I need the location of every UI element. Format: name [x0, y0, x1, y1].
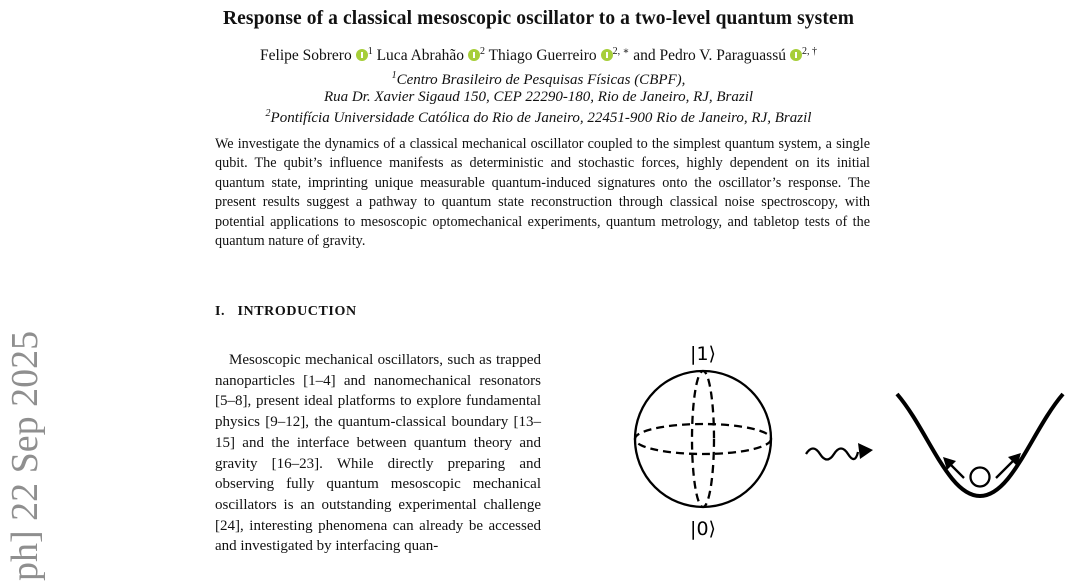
paper-title: Response of a classical mesoscopic oscillator to a two-level quantum system: [222, 8, 855, 29]
oscillator-particle: [971, 468, 990, 487]
section-heading: [215, 304, 357, 320]
body-paragraph: Mesoscopic mechanical oscillators, such as trapped nanoparticles [1–4] and nanomechanical resonators [5–8], present ideal platforms to explore fundamental physics [9–12], the quantum-classical boundary [13–15] and the interface between quantum theory and gravity [16–23]. While directly preparing and observing fully quantum mesoscopic mechanical oscillators is an outstanding experimental challenge [24], interesting phenomena can already be accessed and investigated by interfacing quan-: [215, 352, 541, 555]
bloch-sphere: [635, 371, 771, 507]
affiliation-text: Pontifícia Universidade Católica do Rio de Janeiro, 22451-900 Rio de Janeiro, RJ, Brazil: [270, 110, 812, 126]
qubit-oscillator-figure: [600, 300, 1070, 570]
ket-zero-label: |0⟩: [690, 518, 716, 540]
orcid-icon[interactable]: [468, 49, 480, 61]
author-name: Luca Abrahão: [376, 47, 464, 65]
author-name: Felipe Sobrero: [260, 47, 352, 65]
abstract: We investigate the dynamics of a classical mechanical oscillator coupled to the simplest quantum system, a single qubit. The qubit’s influence manifests as deterministic and stochastic forces, highly dependent on its initial quantum state, imprinting unique measurable quantum-induced signatures onto the oscillator’s response. The present results suggest a pathway to quantum state reconstruction through classical noise spectroscopy, with potential applications to mesoscopic optomechanical experiments, quantum metrology, and tabletop tests of the quantum nature of gravity.: [215, 136, 870, 250]
sphere-equator: [635, 424, 771, 454]
potential-well-curve: [897, 394, 1063, 496]
harmonic-potential: [897, 394, 1063, 496]
affiliation-mark: 2: [265, 108, 271, 119]
section-number: I.: [215, 304, 226, 319]
author-affiliation-mark: 2: [479, 46, 485, 57]
sphere-meridian: [692, 371, 714, 507]
affiliation-text: Centro Brasileiro de Pesquisas Físicas (CBPF),: [396, 72, 686, 88]
orcid-icon[interactable]: [601, 49, 613, 61]
affiliation-mark: 1: [391, 70, 397, 81]
author-name: Pedro V. Paraguassú: [659, 47, 786, 65]
ket-one-label: |1⟩: [690, 343, 716, 365]
author-affiliation-mark: 1: [367, 46, 373, 57]
affiliation-2: [0, 108, 1077, 127]
author-name: Thiago Guerreiro: [488, 47, 597, 65]
section-title: INTRODUCTION: [237, 304, 357, 319]
author-affiliation-mark: 2, ∗: [612, 46, 630, 57]
arxiv-stamp-text: ph] 22 Sep 2025: [4, 330, 46, 581]
wavy-arrow-icon: [806, 443, 873, 460]
author-affiliation-mark: 2, †: [801, 46, 817, 57]
orcid-icon[interactable]: [790, 49, 802, 61]
author-list: [0, 46, 1077, 65]
sphere-outline: [635, 371, 771, 507]
orcid-icon[interactable]: [356, 49, 368, 61]
arxiv-stamp: [0, 305, 58, 581]
affiliation-1-address: Rua Dr. Xavier Sigaud 150, CEP 22290-180, Rio de Janeiro, RJ, Brazil: [323, 89, 754, 105]
affiliation-1: [0, 70, 1077, 89]
author-conjunction: and: [633, 47, 656, 65]
